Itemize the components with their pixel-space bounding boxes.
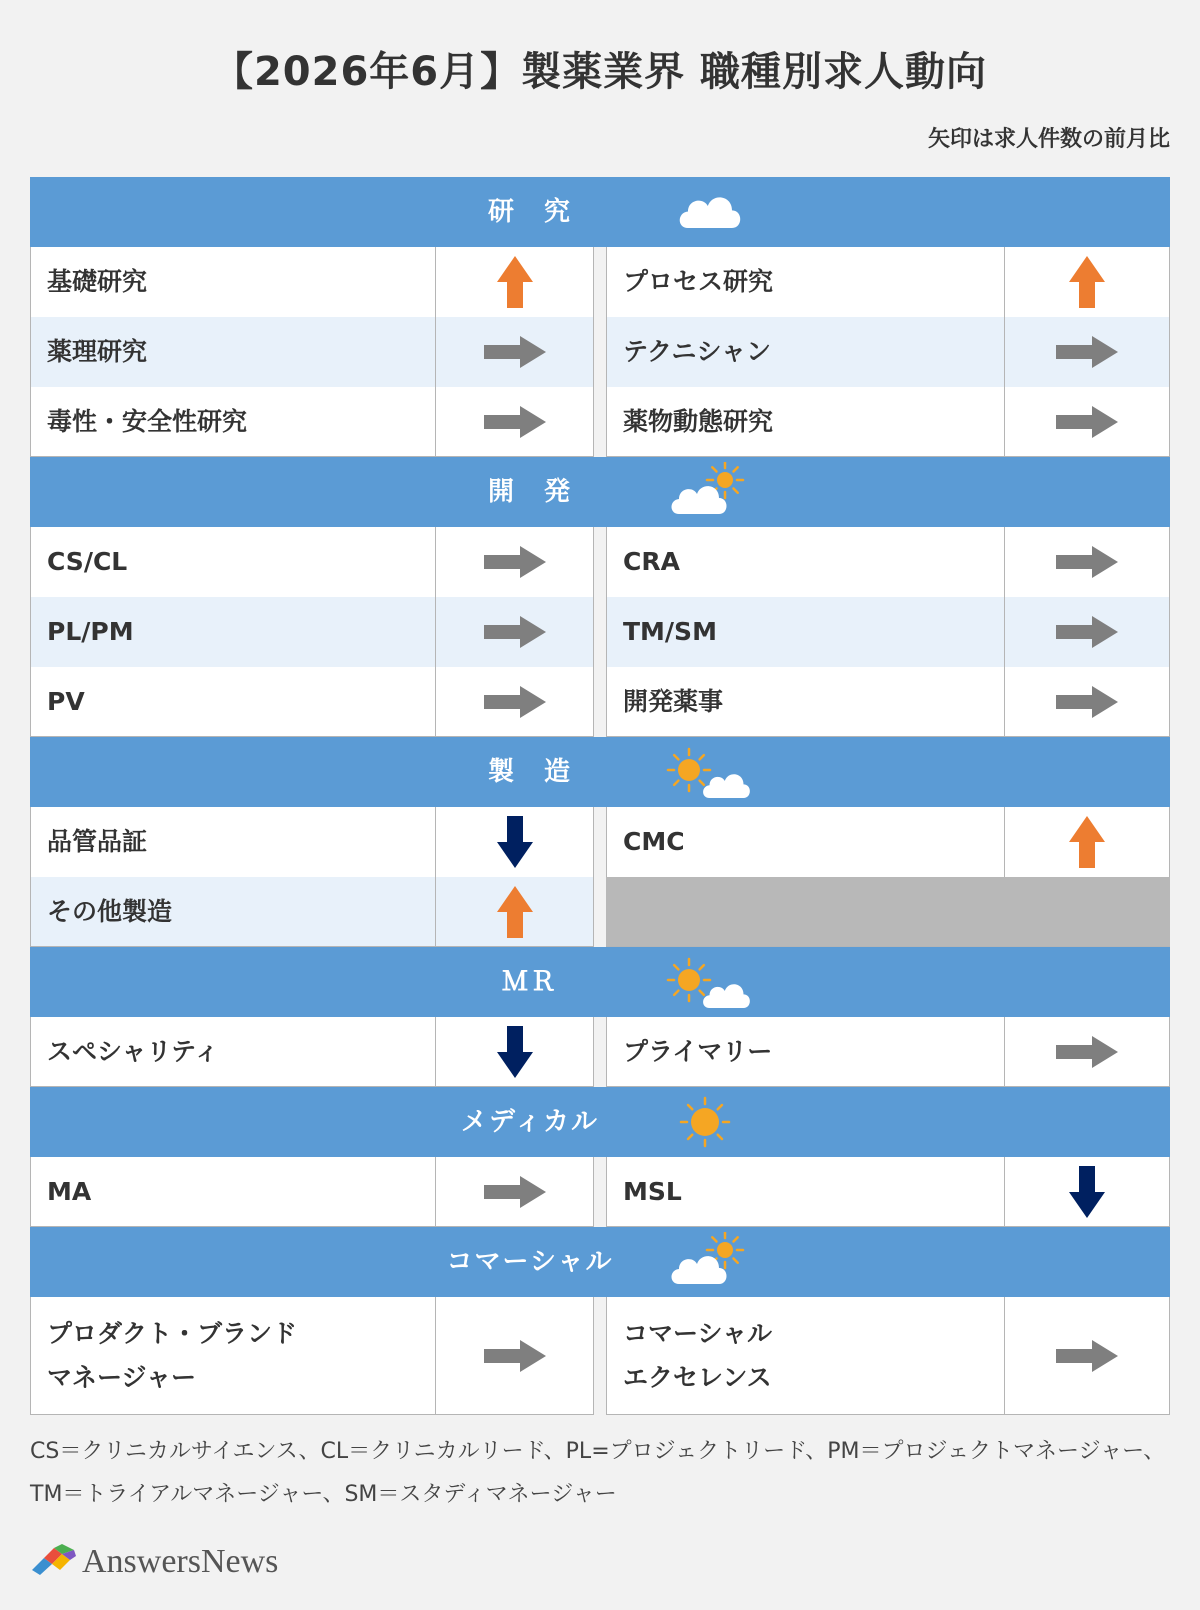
job-name: 基礎研究: [31, 247, 436, 317]
table-row: [30, 1297, 1170, 1415]
arrow-down-icon: [436, 807, 593, 877]
table-row: [30, 597, 1170, 667]
arrow-right-icon: [1005, 527, 1169, 597]
arrow-up-icon: [1005, 807, 1169, 877]
section-label: ＭＲ: [501, 967, 558, 997]
job-name: 薬物動態研究: [607, 387, 1005, 456]
arrow-right-icon: [436, 597, 593, 667]
job-cell: [30, 597, 594, 667]
arrow-up-icon: [436, 877, 593, 946]
table-row: [30, 247, 1170, 317]
arrow-right-icon: [436, 527, 593, 597]
job-trend-board: [30, 177, 1170, 1415]
section-rows: [30, 1297, 1170, 1415]
job-cell: [606, 317, 1170, 387]
job-name: PL/PM: [31, 597, 436, 667]
column-gap: [594, 527, 606, 597]
section-header: [30, 1227, 1170, 1297]
arrow-right-icon: [436, 1157, 593, 1226]
table-row: [30, 527, 1170, 597]
job-cell: [606, 527, 1170, 597]
job-cell: [606, 1297, 1170, 1415]
column-gap: [594, 387, 606, 457]
section-rows: [30, 807, 1170, 947]
arrow-right-icon: [1005, 1297, 1169, 1414]
job-cell: [606, 387, 1170, 457]
cloudy-icon: [655, 182, 755, 242]
job-name: CMC: [607, 807, 1005, 877]
job-cell: [606, 1157, 1170, 1227]
section-label: コマーシャル: [446, 1247, 614, 1277]
job-name: CRA: [607, 527, 1005, 597]
section-label: 開 発: [487, 477, 572, 507]
job-cell: [30, 317, 594, 387]
job-cell: [30, 877, 594, 947]
section-header: [30, 947, 1170, 1017]
legend-note: 矢印は求人件数の前月比: [927, 127, 1170, 152]
column-gap: [594, 247, 606, 317]
abbreviation-footnote: CS＝クリニカルサイエンス、CL＝クリニカルリード、PL=プロジェクトリード、PM＝プロジェクトマネージャー、TM＝トライアルマネージャー、SM＝スタディマネージャー: [30, 1439, 1166, 1507]
job-name: 品管品証: [31, 807, 436, 877]
arrow-down-icon: [436, 1017, 593, 1086]
table-row: [30, 387, 1170, 457]
column-gap: [594, 597, 606, 667]
arrow-right-icon: [436, 1297, 593, 1414]
column-gap: [594, 807, 606, 877]
section-label: 研 究: [487, 197, 572, 227]
job-cell: [30, 387, 594, 457]
job-cell: [30, 247, 594, 317]
arrow-right-icon: [436, 387, 593, 456]
job-name: MSL: [607, 1157, 1005, 1226]
job-cell: [606, 807, 1170, 877]
job-name: 薬理研究: [31, 317, 436, 387]
column-gap: [594, 877, 606, 947]
job-name: コマーシャル エクセレンス: [607, 1297, 1005, 1414]
sunny-icon: [655, 1092, 755, 1152]
job-cell: [606, 247, 1170, 317]
column-gap: [594, 317, 606, 387]
job-cell: [30, 807, 594, 877]
arrow-right-icon: [1005, 387, 1169, 456]
job-name: MA: [31, 1157, 436, 1226]
table-row: [30, 1017, 1170, 1087]
job-name: 開発薬事: [607, 667, 1005, 736]
arrow-right-icon: [1005, 1017, 1169, 1086]
job-cell: [30, 1297, 594, 1415]
job-name: プロダクト・ブランド マネージャー: [31, 1297, 436, 1414]
job-name: プロセス研究: [607, 247, 1005, 317]
section-header: [30, 457, 1170, 527]
sunny-with-cloud-icon: [655, 742, 755, 802]
job-name: PV: [31, 667, 436, 736]
job-cell: [30, 667, 594, 737]
arrow-right-icon: [436, 667, 593, 736]
section-rows: [30, 247, 1170, 457]
arrow-right-icon: [1005, 317, 1169, 387]
column-gap: [594, 1157, 606, 1227]
table-row: [30, 1157, 1170, 1227]
table-row: [30, 807, 1170, 877]
empty-cell: [606, 877, 1170, 947]
job-name: その他製造: [31, 877, 436, 946]
column-gap: [594, 1297, 606, 1415]
section-header: [30, 177, 1170, 247]
section-label: メディカル: [461, 1107, 599, 1137]
table-row: [30, 667, 1170, 737]
arrow-up-icon: [1005, 247, 1169, 317]
cloudy-with-sun-icon: [655, 462, 755, 522]
job-name: 毒性・安全性研究: [31, 387, 436, 456]
job-name: テクニシャン: [607, 317, 1005, 387]
page-title: 【2026年6月】製薬業界 職種別求人動向: [212, 49, 988, 95]
job-cell: [606, 1017, 1170, 1087]
brand-logo[interactable]: [30, 1543, 278, 1581]
table-row: [30, 877, 1170, 947]
job-cell: [30, 1017, 594, 1087]
column-gap: [594, 1017, 606, 1087]
job-cell: [30, 527, 594, 597]
arrow-right-icon: [436, 317, 593, 387]
table-row: [30, 317, 1170, 387]
section-rows: [30, 1157, 1170, 1227]
section-label: 製 造: [487, 757, 572, 787]
section-header: [30, 737, 1170, 807]
arrow-down-icon: [1005, 1157, 1169, 1226]
brand-name: AnswersNews: [82, 1543, 279, 1580]
arrow-up-icon: [436, 247, 593, 317]
job-name: TM/SM: [607, 597, 1005, 667]
section-header: [30, 1087, 1170, 1157]
job-cell: [606, 597, 1170, 667]
cloudy-with-sun-icon: [655, 1232, 755, 1292]
sunny-with-cloud-icon: [655, 952, 755, 1012]
column-gap: [594, 667, 606, 737]
job-name: スペシャリティ: [31, 1017, 436, 1086]
job-name: プライマリー: [607, 1017, 1005, 1086]
arrow-right-icon: [1005, 667, 1169, 736]
arrow-right-icon: [1005, 597, 1169, 667]
job-cell: [606, 667, 1170, 737]
job-name: CS/CL: [31, 527, 436, 597]
puzzle-logo-icon: [30, 1544, 76, 1580]
section-rows: [30, 527, 1170, 737]
section-rows: [30, 1017, 1170, 1087]
job-cell: [30, 1157, 594, 1227]
